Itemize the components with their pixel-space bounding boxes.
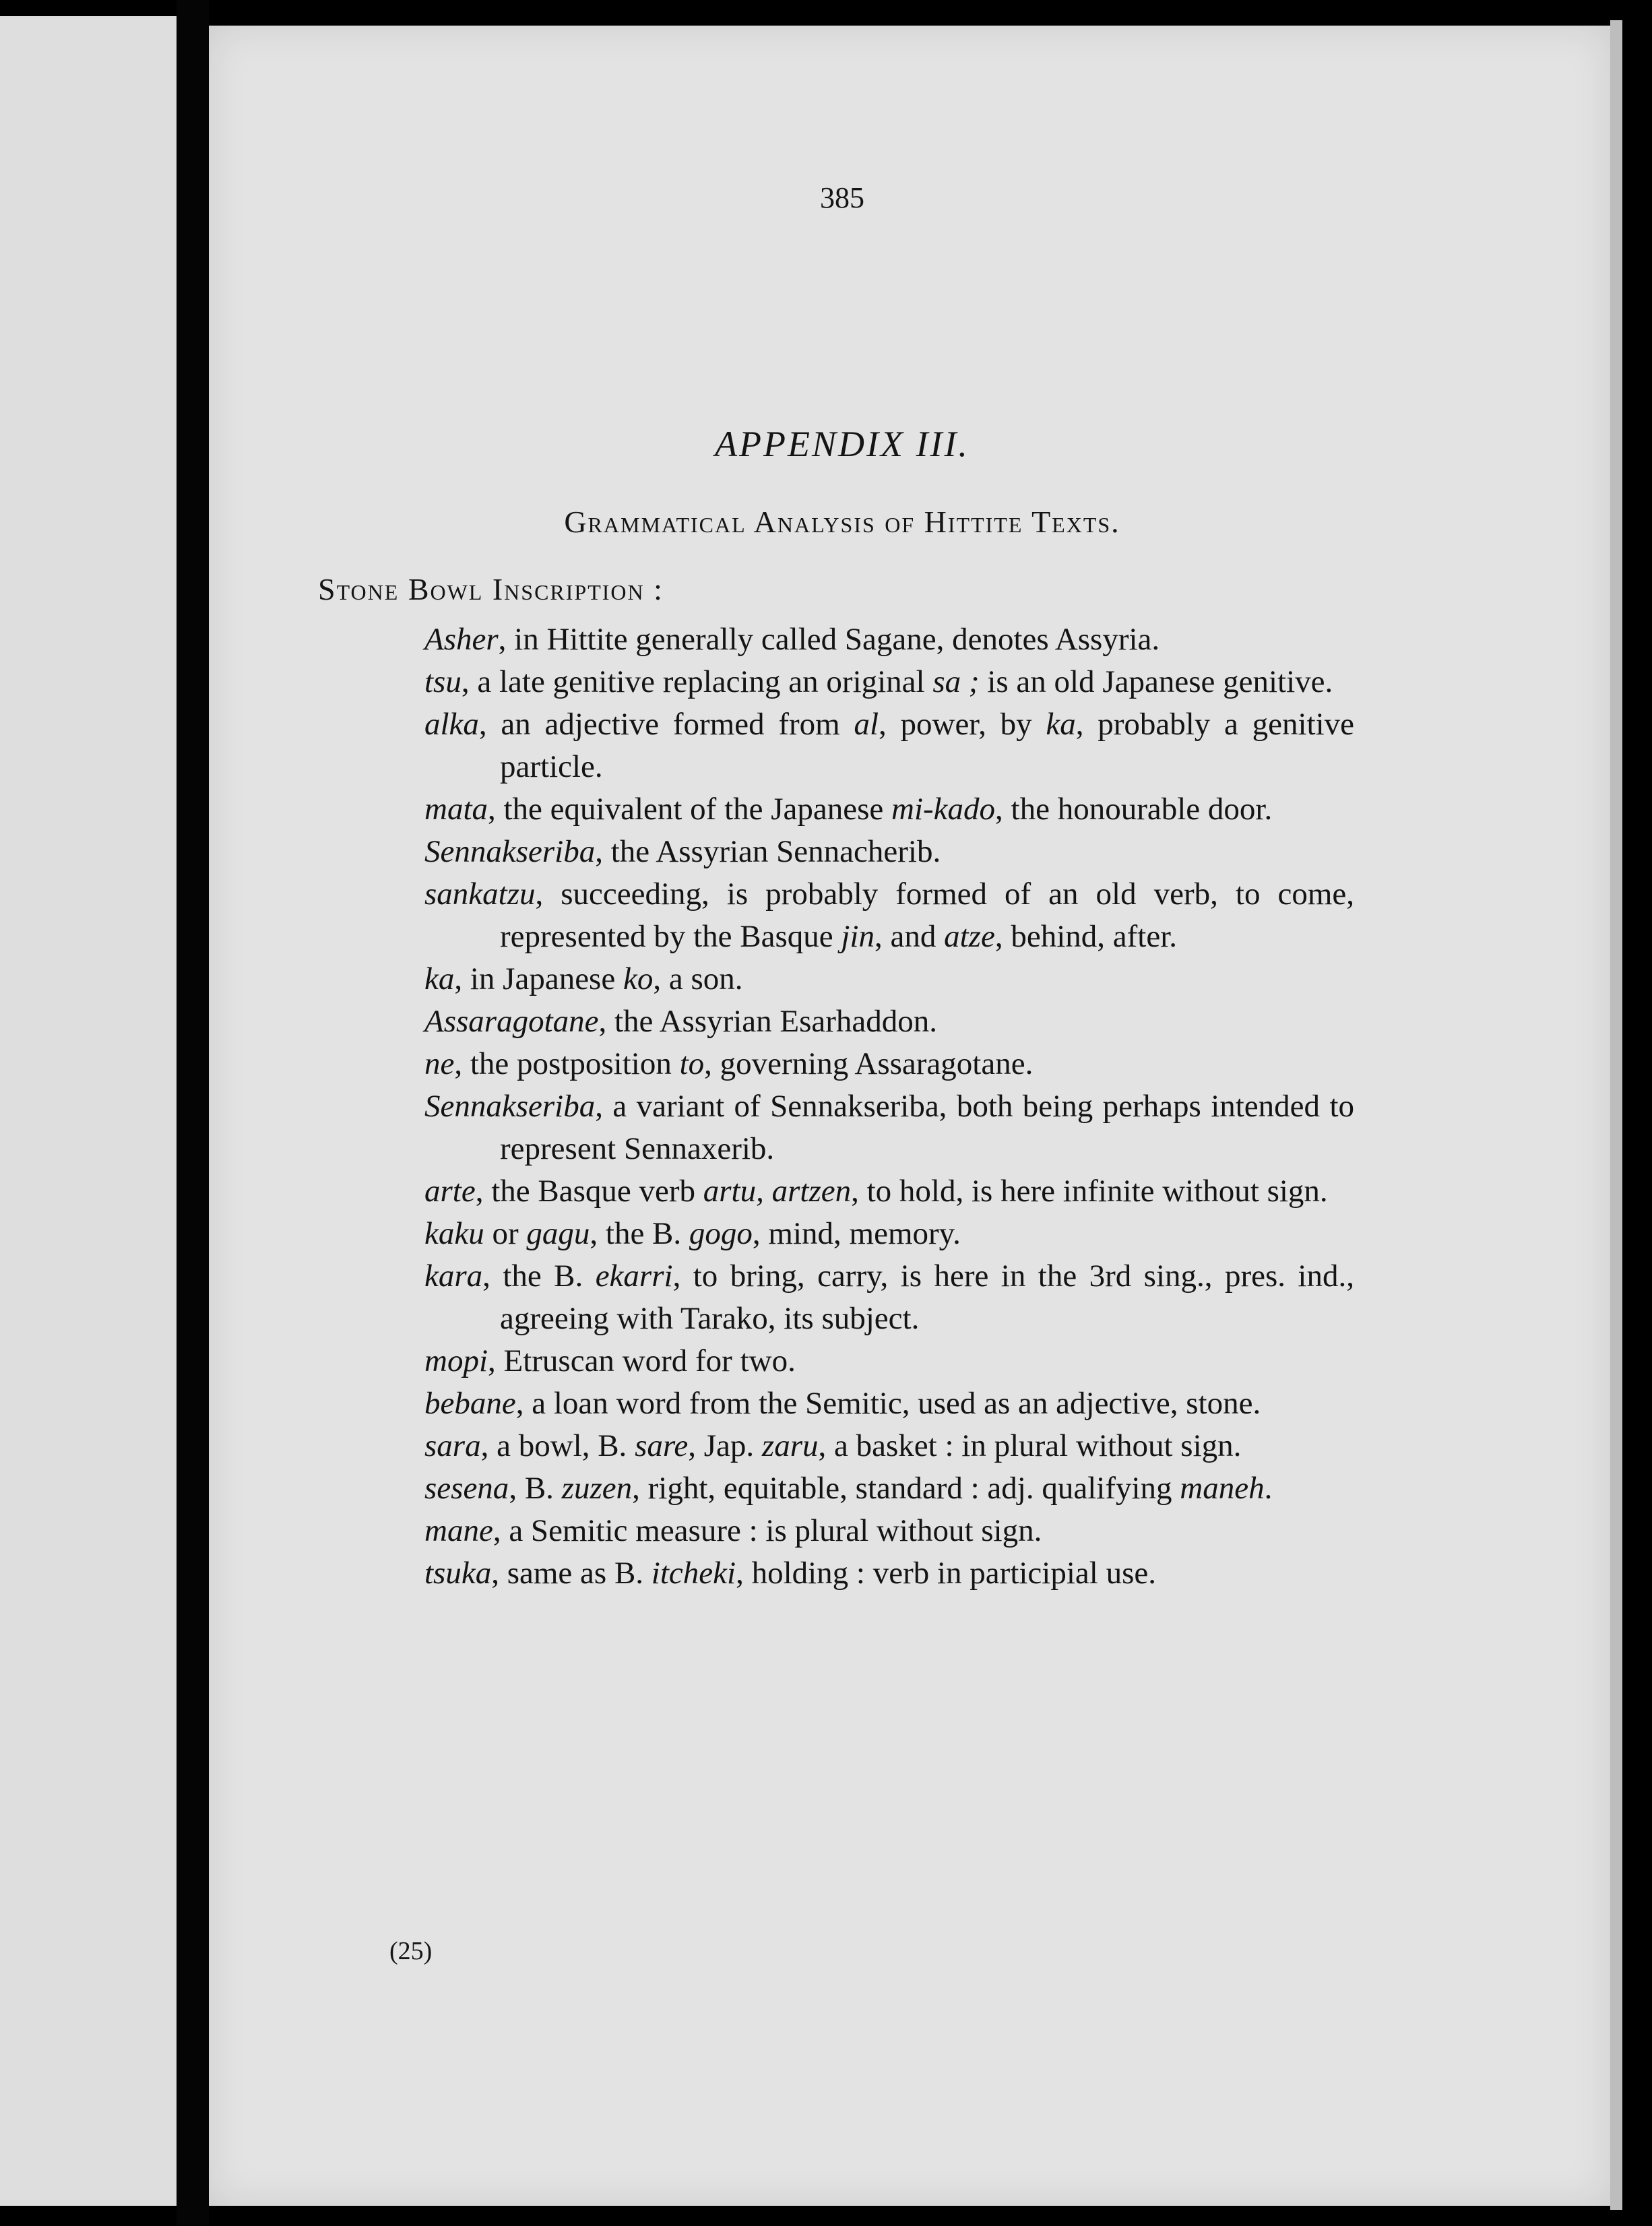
entry-text: , succeeding, is probably formed of an old verb, to come, represented by the Basque — [500, 877, 1354, 954]
entry-italic-term: sare — [635, 1428, 689, 1463]
glossary-entry — [424, 1000, 1354, 1043]
signature-mark: (25) — [389, 1937, 433, 1965]
entry-text: , a son. — [653, 961, 743, 996]
page-subtitle: Grammatical Analysis of Hittite Texts. — [564, 505, 1120, 539]
right-page-edge — [1610, 20, 1622, 2210]
entry-term: Sennakseriba — [424, 1089, 596, 1124]
entry-italic-term: zaru — [761, 1428, 819, 1463]
entry-italic-term: gogo — [689, 1216, 753, 1251]
entry-italic-term: atze — [944, 919, 995, 954]
glossary-entry — [424, 618, 1354, 661]
entry-text: , holding : verb in participial use. — [736, 1556, 1156, 1591]
glossary-entry — [424, 1213, 1354, 1255]
page-number: 385 — [820, 181, 864, 214]
entry-text: , the Assyrian Esarhaddon. — [598, 1004, 938, 1039]
glossary-entry — [424, 1340, 1354, 1382]
left-page-edge — [0, 16, 177, 2206]
entry-term: kaku — [424, 1216, 484, 1251]
entry-italic-term: ko — [623, 961, 654, 996]
entry-term: sankatzu — [424, 877, 536, 912]
entry-text: , probably a genitive particle. — [500, 707, 1355, 784]
entry-text: , mind, memory. — [752, 1216, 961, 1251]
glossary-entry — [424, 1255, 1354, 1340]
entry-term: tsuka — [424, 1556, 492, 1591]
entry-text: , Jap. — [688, 1428, 762, 1463]
glossary-entry — [424, 1510, 1354, 1552]
entry-text: , the honourable door. — [995, 792, 1273, 827]
entry-term: bebane — [424, 1386, 516, 1421]
appendix-title: APPENDIX III. — [715, 424, 970, 464]
entry-text: , a basket : in plural without sign. — [818, 1428, 1242, 1463]
glossary-entry — [424, 1085, 1354, 1170]
entry-text: , power, by — [879, 707, 1046, 742]
entry-italic-term: gagu — [526, 1216, 590, 1251]
entry-text: , the equivalent of the Japanese — [488, 792, 892, 827]
entry-text: , right, equitable, standard : adj. qualifying — [632, 1471, 1180, 1506]
entry-italic-term: zuzen — [561, 1471, 633, 1506]
entry-term: Asher — [424, 622, 499, 657]
section-heading: Stone Bowl Inscription : — [318, 572, 664, 606]
entry-text: , a variant of Sennakseriba, both being perhaps intended to represent Sennaxerib. — [500, 1089, 1354, 1166]
entry-italic-term: al — [854, 707, 879, 742]
entry-italic-term: ekarri — [595, 1259, 673, 1294]
entry-text: , the postposition — [454, 1046, 680, 1081]
entry-term: sesena — [424, 1471, 509, 1506]
entry-term: alka — [424, 707, 479, 742]
entry-term: ne — [424, 1046, 455, 1081]
entry-term: ka — [424, 961, 455, 996]
entry-text: is an old Japanese genitive. — [979, 664, 1333, 699]
entry-italic-term: itcheki — [651, 1556, 736, 1591]
entry-text: , to hold, is here infinite without sign. — [851, 1174, 1328, 1209]
entry-text: , in Hittite generally called Sagane, denotes Assyria. — [498, 622, 1160, 657]
entry-text: , and — [875, 919, 945, 954]
entry-italic-term: maneh — [1180, 1471, 1265, 1506]
glossary-entry — [424, 1170, 1354, 1213]
entry-text: , Etruscan word for two. — [488, 1343, 796, 1378]
entry-text: , a bowl, B. — [480, 1428, 635, 1463]
entry-text: , a Semitic measure : is plural without sign. — [493, 1513, 1042, 1548]
book-spine — [177, 0, 209, 2226]
glossary-entry — [424, 831, 1354, 873]
entry-text: or — [484, 1216, 527, 1251]
glossary-entry — [424, 788, 1354, 831]
entry-term: mane — [424, 1513, 493, 1548]
glossary-entry — [424, 1382, 1354, 1425]
entry-text: , the Basque verb — [475, 1174, 703, 1209]
glossary-entry — [424, 958, 1354, 1000]
entry-text: , the Assyrian Sennacherib. — [595, 834, 941, 869]
entry-term: Assaragotane — [424, 1004, 599, 1039]
entry-text: , to bring, carry, is here in the 3rd sing., pres. ind., agreeing with Tarako, its subject. — [500, 1259, 1354, 1336]
entry-italic-term: artu, artzen — [703, 1174, 852, 1209]
entry-text: , the B. — [590, 1216, 689, 1251]
entry-text: , B. — [509, 1471, 562, 1506]
glossary-entry — [424, 703, 1354, 788]
entry-italic-term: sa ; — [932, 664, 980, 699]
entry-term: mopi — [424, 1343, 488, 1378]
glossary-entry — [424, 1043, 1354, 1085]
entry-term: mata — [424, 792, 488, 827]
entry-italic-term: jin — [841, 919, 875, 954]
entry-text: , behind, after. — [994, 919, 1178, 954]
entry-italic-term: to — [679, 1046, 705, 1081]
entry-term: kara — [424, 1259, 483, 1294]
entry-text: , a late genitive replacing an original — [461, 664, 933, 699]
glossary-entry — [424, 1425, 1354, 1467]
glossary-entry — [424, 1552, 1354, 1595]
entry-text: , same as B. — [491, 1556, 652, 1591]
entry-text: , in Japanese — [454, 961, 623, 996]
entry-italic-term: ka — [1046, 707, 1076, 742]
entry-text: . — [1264, 1471, 1273, 1506]
entry-text: , a loan word from the Semitic, used as an adjective, stone. — [515, 1386, 1261, 1421]
entry-term: tsu — [424, 664, 462, 699]
entry-term: sara — [424, 1428, 481, 1463]
glossary-entry — [424, 661, 1354, 703]
entry-text: , an adjective formed from — [478, 707, 854, 742]
entry-term: Sennakseriba — [424, 834, 596, 869]
entry-text: , governing Assaragotane. — [704, 1046, 1034, 1081]
glossary-entry — [424, 1467, 1354, 1510]
entry-italic-term: mi-kado — [891, 792, 996, 827]
glossary-entry — [424, 873, 1354, 958]
glossary-entries — [424, 618, 1354, 1595]
entry-term: arte — [424, 1174, 476, 1209]
entry-text: , the B. — [482, 1259, 596, 1294]
